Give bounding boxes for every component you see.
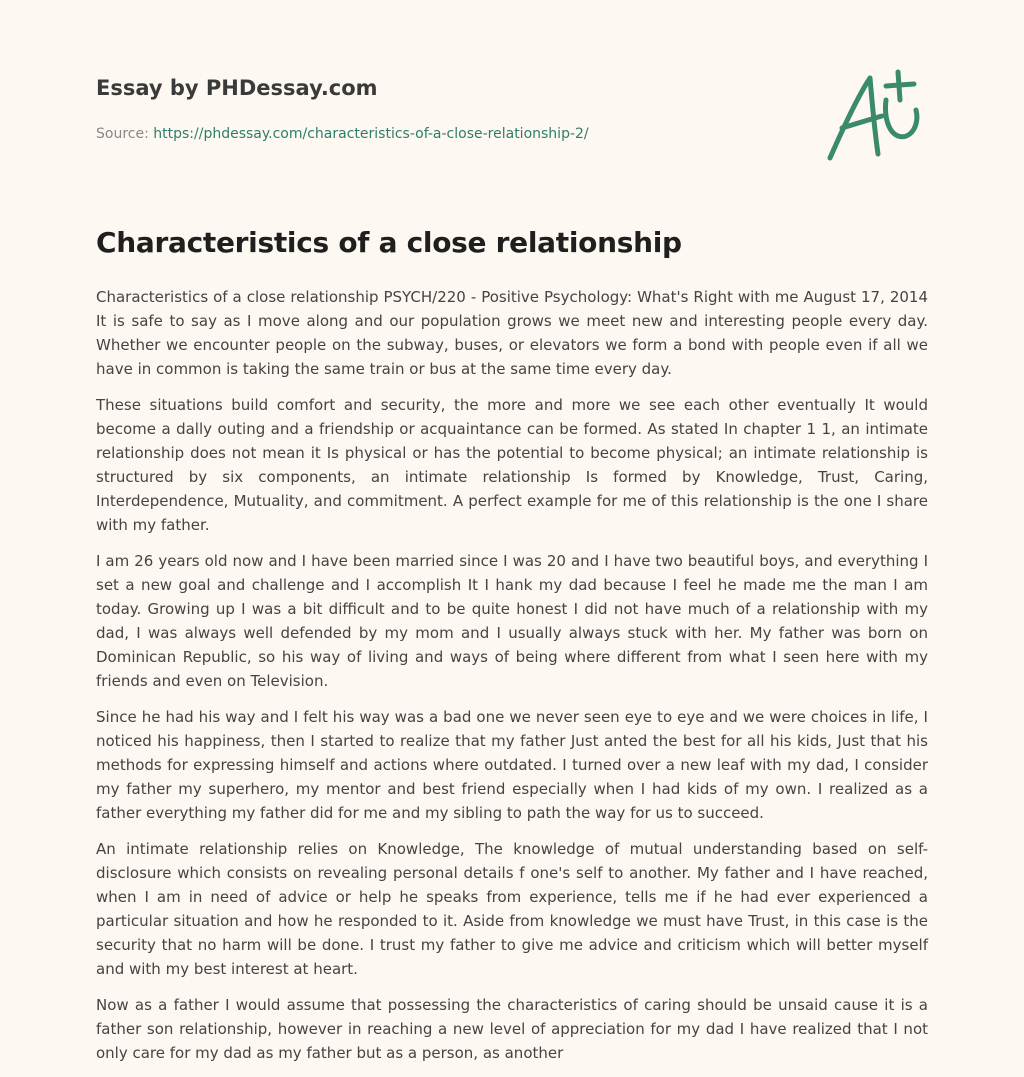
source-label: Source:: [96, 126, 149, 142]
essay-paragraph: Characteristics of a close relationship PSYCH/220 - Positive Psychology: What's Right with me August 17, 2014 It is safe to say as I move along and our population grows we meet new and interesting people every day. Whether we encounter people on the subway, buses, or elevators we form a bond with people even if all we have in common is taking the same train or bus at the same time every day.: [96, 288, 928, 378]
essay-paragraph: I am 26 years old now and I have been married since I was 20 and I have two beautiful boys, and everything I set a new goal and challenge and I accomplish It I hank my dad because I feel he made me the man I am today. Growing up I was a bit difficult and to be quite honest I did not have much of a relationship with my dad, I was always well defended by my mom and I usually always stuck with her. My father was born on Dominican Republic, so his way of living and ways of being where different from what I seen here with my friends and even on Television.: [96, 552, 928, 690]
essay-title: Characteristics of a close relationship: [96, 226, 682, 259]
essay-paragraph: These situations build comfort and security, the more and more we see each other eventually It would become a dally outing and a friendship or acquaintance can be formed. As stated In chapter 1 1, an intimate relationship does not mean it Is physical or has the potential to become physical; an intimate relationship is structured by six components, an intimate relationship Is formed by Knowledge, Trust, Caring, Interdependence, Mutuality, and commitment. A perfect example for me of this relationship is the one I share with my father.: [96, 396, 928, 534]
source-link[interactable]: https://phdessay.com/characteristics-of-a-close-relationship-2/: [153, 126, 589, 142]
site-brand: Essay by PHDessay.com: [96, 76, 378, 100]
essay-paragraph: An intimate relationship relies on Knowledge, The knowledge of mutual understanding based on self-disclosure which consists on revealing personal details f one's self to another. My father and I have reached, when I am in need of advice or help he speaks from experience, tells me if he had ever experienced a particular situation and how he responded to it. Aside from knowledge we must have Trust, in this case is the security that no harm will be done. I trust my father to give me advice and criticism which will better myself and with my best interest at heart.: [96, 840, 928, 978]
page-header: [96, 76, 928, 142]
essay-body: [96, 285, 928, 1077]
essay-paragraph: Now as a father I would assume that possessing the characteristics of caring should be unsaid cause it is a father son relationship, however in reaching a new level of appreciation for my dad I have realized that I not only care for my dad as my father but as a person, as another: [96, 996, 928, 1062]
a-plus-grade-icon: [820, 66, 930, 166]
source-line: [96, 126, 589, 142]
essay-paragraph: Since he had his way and I felt his way was a bad one we never seen eye to eye and we were choices in life, I noticed his happiness, then I started to realize that my father Just anted the best for all his kids, Just that his methods for expressing himself and actions where outdated. I turned over a new leaf with my dad, I consider my father my superhero, my mentor and best friend especially when I had kids of my own. I realized as a father everything my father did for me and my sibling to path the way for us to succeed.: [96, 708, 928, 822]
